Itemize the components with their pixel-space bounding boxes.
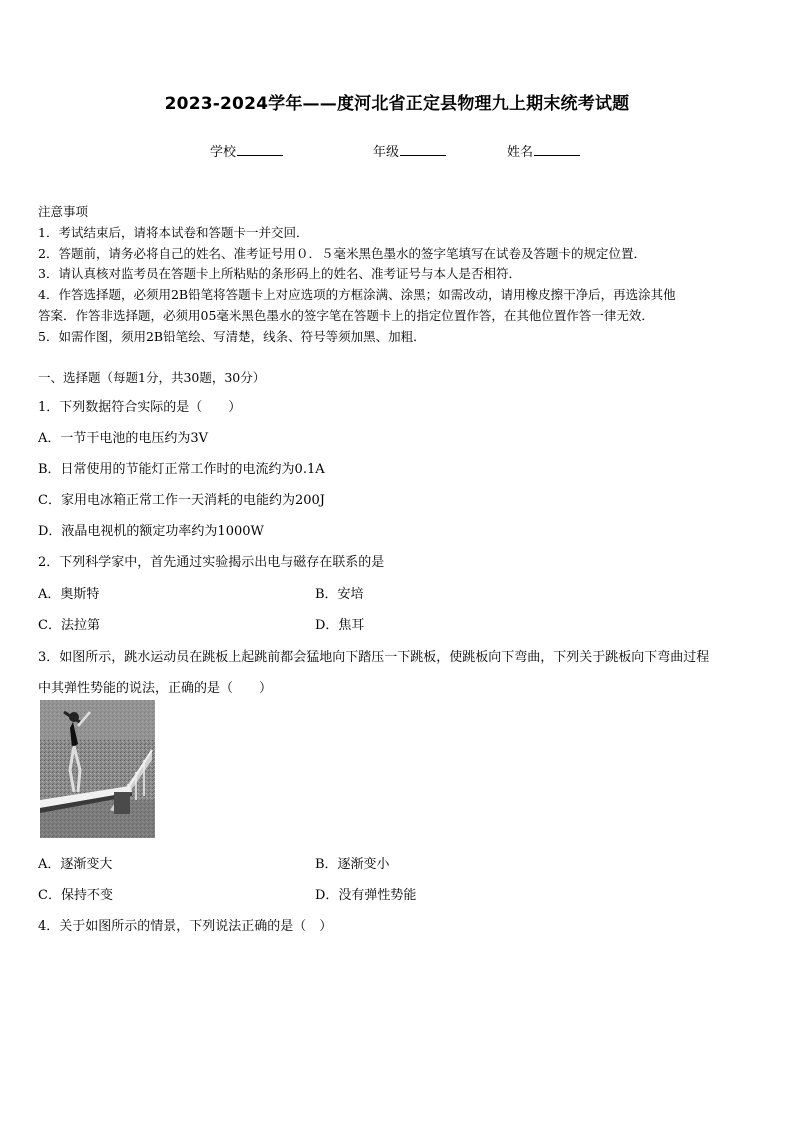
note-item: 4．作答选择题，必须用2B铅笔将答题卡上对应选项的方框涂满、涂黑；如需改动，请用橡皮擦干净后，再选涂其他	[38, 287, 676, 303]
grade-label: 年级	[373, 145, 400, 160]
note-item: 1．考试结束后，请将本试卷和答题卡一并交回．	[38, 224, 309, 240]
diving-board-figure	[40, 700, 155, 838]
school-blank	[237, 144, 283, 156]
question-1-option-c: C．家用电冰箱正常工作一天消耗的电能约为200J	[38, 493, 325, 508]
question-3-stem-line-2: 中其弹性势能的说法，正确的是（ ）	[38, 681, 273, 696]
student-info-row	[0, 141, 794, 159]
section-heading: 一、选择题（每题1分，共30题，30分）	[38, 370, 266, 385]
question-1-option-a: A．一节干电池的电压约为3V	[38, 431, 209, 446]
grade-field	[373, 141, 446, 160]
question-1-option-b: B．日常使用的节能灯正常工作时的电流约为0.1A	[38, 462, 325, 477]
question-3-option-a: A．逐渐变大	[38, 857, 113, 872]
diving-image	[40, 700, 155, 838]
grade-blank	[400, 144, 446, 156]
note-item: 答案．作答非选择题，必须用05毫米黑色墨水的签字笔在答题卡上的指定位置作答，在其他位置作答一律无效．	[38, 307, 654, 323]
notes-block	[38, 202, 758, 348]
question-1-stem: 1．下列数据符合实际的是（ ）	[38, 400, 242, 415]
question-2-option-d: D．焦耳	[315, 618, 365, 633]
question-3-option-d: D．没有弹性势能	[315, 888, 417, 903]
name-label: 姓名	[507, 145, 534, 160]
name-blank	[534, 144, 580, 156]
question-4-stem: 4．关于如图所示的情景，下列说法正确的是（ ）	[38, 919, 333, 934]
name-field	[507, 141, 580, 160]
question-2-option-a: A．奥斯特	[38, 587, 100, 602]
question-2-option-b: B．安培	[315, 587, 364, 602]
question-3-option-b: B．逐渐变小	[315, 857, 390, 872]
school-label: 学校	[210, 145, 237, 160]
note-item: 2．答题前，请务必将自己的姓名、准考证号用０．５毫米黑色墨水的签字笔填写在试卷及答题卡的规定位置．	[38, 245, 646, 261]
question-2-option-c: C．法拉第	[38, 618, 100, 633]
question-3-stem-line-1: 3．如图所示，跳水运动员在跳板上起跳前都会猛地向下踏压一下跳板，使跳板向下弯曲，下列关于跳板向下弯曲过程	[38, 650, 710, 665]
page-title: 2023-2024学年——度河北省正定县物理九上期末统考试题	[164, 94, 630, 114]
note-item: 5．如需作图，须用2B铅笔绘、写清楚，线条、符号等须加黑、加粗．	[38, 328, 426, 344]
notes-heading: 注意事项	[38, 204, 89, 219]
school-field	[210, 141, 283, 160]
note-item: 3．请认真核对监考员在答题卡上所粘贴的条形码上的姓名、准考证号与本人是否相符．	[38, 266, 521, 282]
question-3-option-c: C．保持不变	[38, 888, 113, 903]
question-2-stem: 2．下列科学家中，首先通过实验揭示出电与磁存在联系的是	[38, 555, 385, 570]
question-1-option-d: D．液晶电视机的额定功率约为1000W	[38, 524, 264, 539]
